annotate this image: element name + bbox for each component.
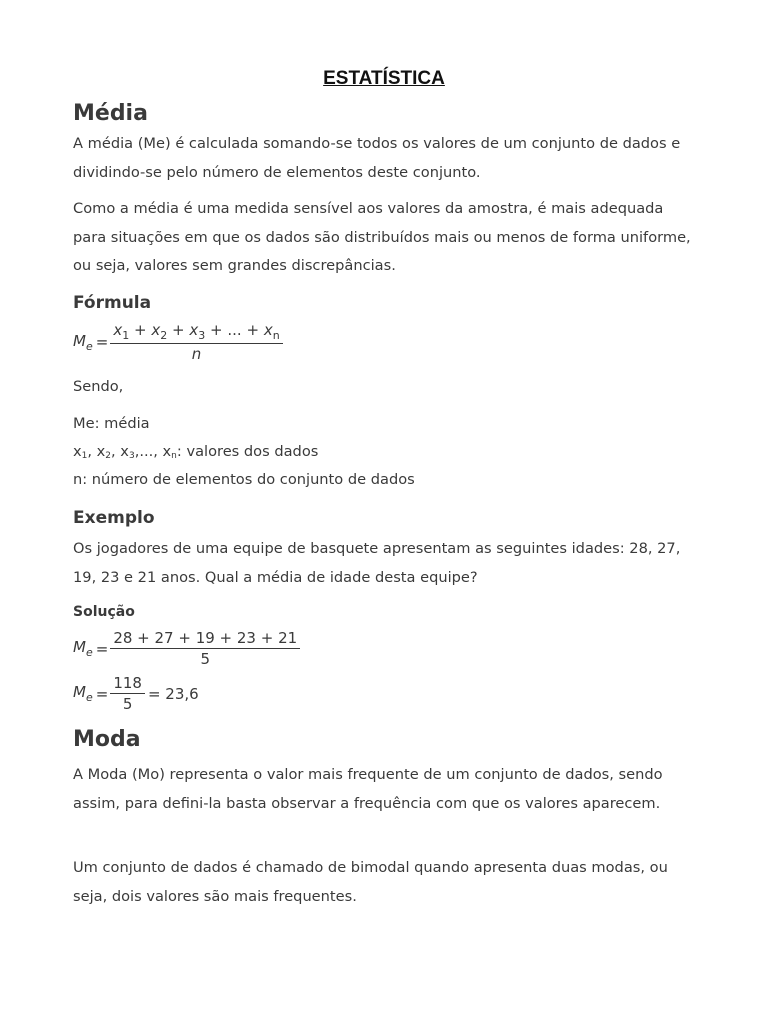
solution-1-equals: = <box>95 639 109 658</box>
solution-heading: Solução <box>73 604 135 620</box>
solution-2-fraction <box>110 674 145 713</box>
example-text: Os jogadores de uma equipe de basquete apresentam as seguintes idades: 28, 27, 19, 23 e 21 anos. Qual a média de idade desta equipe? <box>73 540 681 586</box>
section-heading-media: Média <box>73 101 148 126</box>
solution-2-numerator: 118 <box>110 674 145 694</box>
moda-paragraph-2: Um conjunto de dados é chamado de bimodal quando apresenta duas modas, ou seja, dois valores são mais frequentes. <box>73 859 668 905</box>
formula-fraction <box>110 321 282 363</box>
sendo-text: Sendo, <box>73 378 124 395</box>
solution-1-lhs: $M_e$ <box>73 638 93 659</box>
solution-formula-2 <box>73 674 199 713</box>
mean-formula <box>73 321 283 363</box>
solution-2-lhs: $M_e$ <box>73 683 93 704</box>
moda-paragraph-1: A Moda (Mo) representa o valor mais frequente de um conjunto de dados, sendo assim, para defini-la basta observar a frequência com que os valores aparecem. <box>73 766 663 812</box>
example-heading: Exemplo <box>73 508 155 528</box>
solution-2-denominator: 5 <box>122 695 133 713</box>
solution-2-result: = 23,6 <box>147 684 199 703</box>
solution-1-fraction <box>110 629 300 668</box>
section-heading-moda: Moda <box>73 727 141 752</box>
solution-formula-1 <box>73 629 300 668</box>
formula-numerator: $x_1 + x_2 + x_3$ + ... + $x_n$ <box>110 321 282 344</box>
definition-n: n: número de elementos do conjunto de dados <box>73 471 415 488</box>
document-title: ESTATÍSTICA <box>323 68 445 89</box>
definition-x: $x_1$, $x_2$, $x_3$,..., $x_n$: valores dos dados <box>73 443 319 461</box>
formula-equals: = <box>95 333 109 351</box>
solution-1-numerator: 28 + 27 + 19 + 23 + 21 <box>110 629 300 649</box>
media-paragraph-2: Como a média é uma medida sensível aos valores da amostra, é mais adequada para situações em que os dados são distribuídos mais ou menos de forma uniforme, ou seja, valores sem grandes discrepâncias. <box>73 200 691 274</box>
formula-lhs: $M_e$ <box>73 331 93 353</box>
formula-denominator: n <box>191 345 202 363</box>
media-paragraph-1: A média (Me) é calculada somando-se todos os valores de um conjunto de dados e dividindo-se pelo número de elementos deste conjunto. <box>73 135 681 181</box>
formula-heading: Fórmula <box>73 293 152 313</box>
solution-1-denominator: 5 <box>200 650 211 668</box>
definition-me: Me: média <box>73 415 150 432</box>
solution-2-equals: = <box>95 684 109 703</box>
